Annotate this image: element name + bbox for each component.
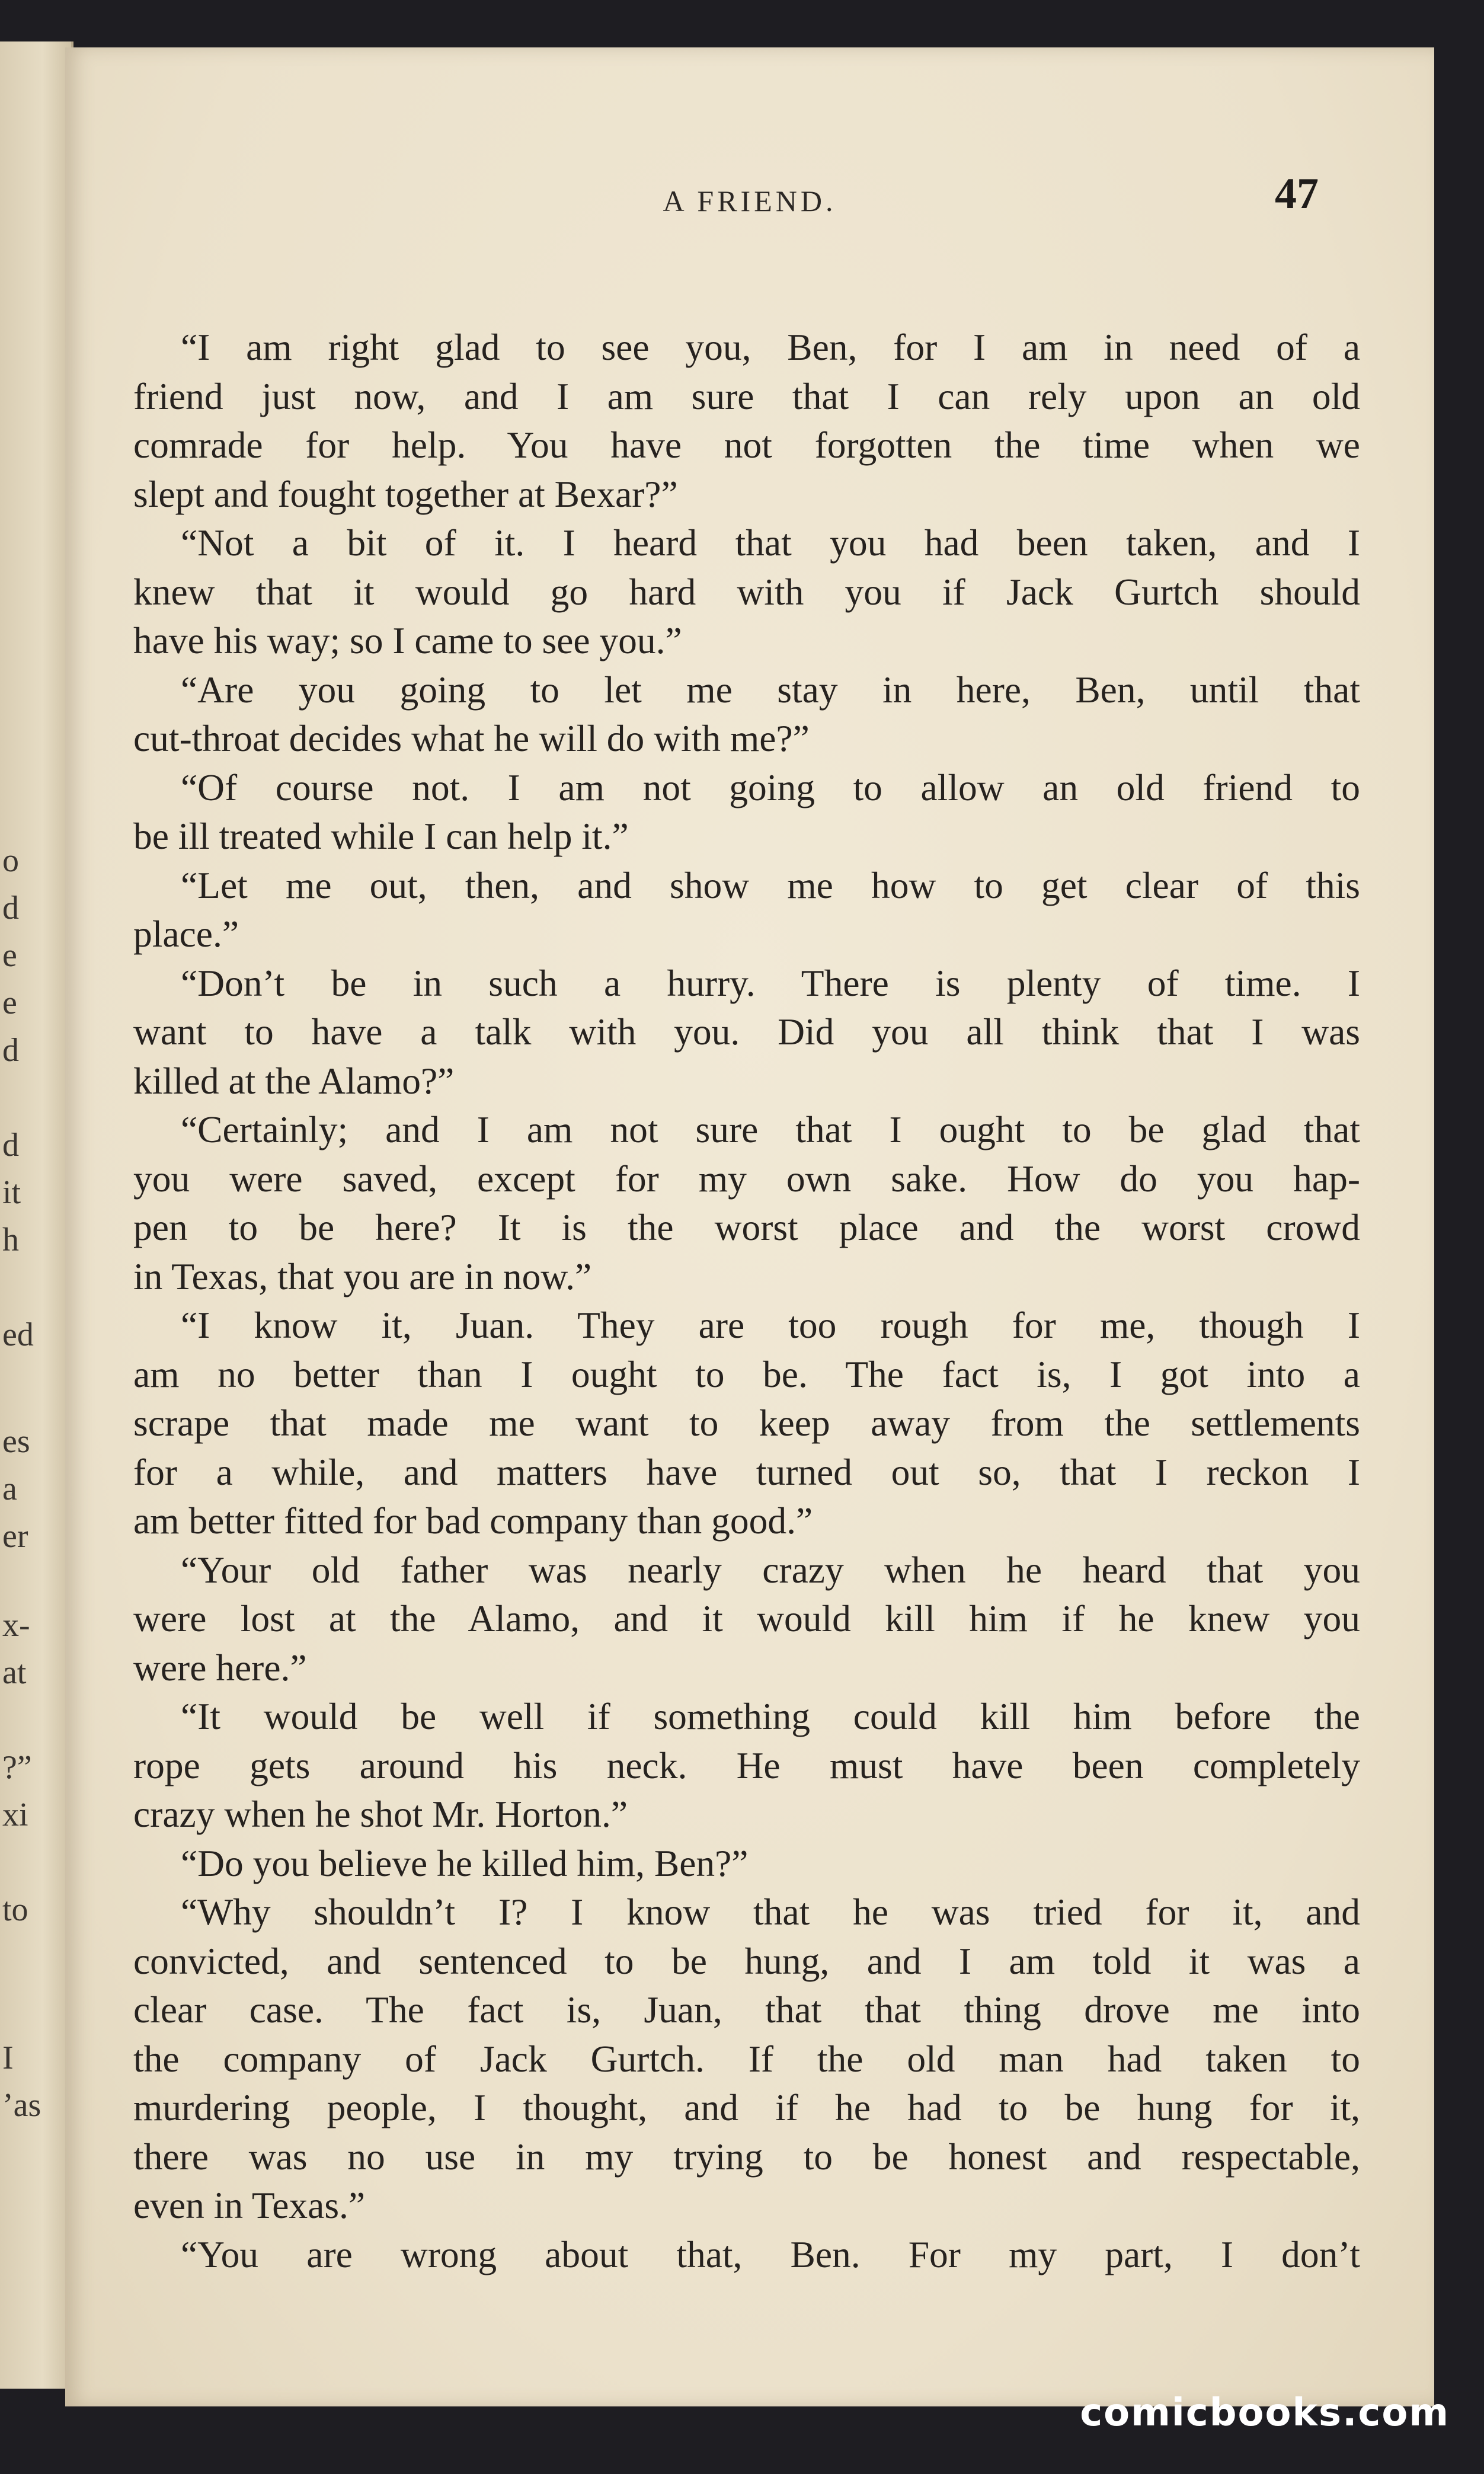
text-line: “Let me out, then, and show me how to get clear of this xyxy=(181,864,1360,906)
previous-page-fragment: h xyxy=(2,1222,19,1258)
text-line: slept and fought together at Bexar?” xyxy=(133,472,678,515)
text-line: “Do you believe he killed him, Ben?” xyxy=(181,1842,749,1884)
previous-page-fragment: to xyxy=(2,1891,28,1928)
text-line: friend just now, and I am sure that I can rely upon an old xyxy=(133,375,1360,417)
previous-page-fragment: a xyxy=(2,1471,17,1507)
text-line: there was no use in my trying to be honest and respectable, xyxy=(133,2135,1360,2178)
text-line: be ill treated while I can help it.” xyxy=(133,815,629,857)
previous-page-fragment: e xyxy=(2,985,17,1021)
text-line: “Don’t be in such a hurry. There is plenty of time. I xyxy=(181,961,1360,1004)
text-line: “I know it, Juan. They are too rough for me, though I xyxy=(181,1304,1360,1346)
text-line: killed at the Alamo?” xyxy=(133,1059,455,1102)
previous-page-fragment: it xyxy=(2,1174,21,1211)
text-line: “Why shouldn’t I? I know that he was tried for it, and xyxy=(181,1891,1360,1933)
text-line: in Texas, that you are in now.” xyxy=(133,1255,592,1297)
previous-page-fragment: x- xyxy=(2,1607,30,1644)
text-line: scrape that made me want to keep away from the settlements xyxy=(133,1402,1360,1444)
previous-page-fragment: xi xyxy=(2,1797,28,1833)
text-line: knew that it would go hard with you if Jack Gurtch should xyxy=(133,570,1360,613)
previous-page-fragment: ?” xyxy=(2,1749,32,1786)
text-line: “Are you going to let me stay in here, Ben, until that xyxy=(181,668,1360,711)
text-line: for a while, and matters have turned out so, that I reckon I xyxy=(133,1450,1360,1493)
text-line: place.” xyxy=(133,913,239,955)
text-line: even in Texas.” xyxy=(133,2184,366,2226)
text-line: murdering people, I thought, and if he had to be hung for it, xyxy=(133,2086,1360,2128)
text-line: “Your old father was nearly crazy when he heard that you xyxy=(181,1548,1360,1591)
text-line: the company of Jack Gurtch. If the old man had taken to xyxy=(133,2037,1360,2080)
text-line: have his way; so I came to see you.” xyxy=(133,619,682,661)
text-line: you were saved, except for my own sake. How do you hap- xyxy=(133,1157,1360,1200)
text-line: convicted, and sentenced to be hung, and I am told it was a xyxy=(133,1939,1360,1982)
text-line: am no better than I ought to be. The fact is, I got into a xyxy=(133,1353,1360,1395)
text-line: were here.” xyxy=(133,1646,307,1689)
previous-page-fragment: d xyxy=(2,1127,19,1164)
text-line: pen to be here? It is the worst place and the worst crowd xyxy=(133,1206,1360,1248)
text-line: “I am right glad to see you, Ben, for I am in need of a xyxy=(181,326,1360,368)
running-head: A FRIEND. xyxy=(663,184,837,218)
previous-page-fragment: at xyxy=(2,1654,27,1691)
previous-page-edge xyxy=(0,41,73,2389)
text-line: “Certainly; and I am not sure that I ought to be glad that xyxy=(181,1108,1360,1150)
watermark: comicbooks.com xyxy=(1080,2391,1450,2435)
page-number: 47 xyxy=(1275,170,1319,218)
text-line: crazy when he shot Mr. Horton.” xyxy=(133,1793,628,1835)
text-line: “Not a bit of it. I heard that you had been taken, and I xyxy=(181,522,1360,564)
text-line: “It would be well if something could kill him before the xyxy=(181,1695,1360,1737)
previous-page-fragment: I xyxy=(2,2040,14,2076)
body-text xyxy=(133,323,1360,2279)
text-line: want to have a talk with you. Did you all think that I was xyxy=(133,1011,1360,1053)
text-line: am better fitted for bad company than good.” xyxy=(133,1500,813,1542)
text-line: “Of course not. I am not going to allow an old friend to xyxy=(181,766,1360,808)
text-line: cut-throat decides what he will do with me?” xyxy=(133,717,810,759)
previous-page-fragment: e xyxy=(2,937,17,974)
text-line: were lost at the Alamo, and it would kill him if he knew you xyxy=(133,1597,1360,1639)
previous-page-fragment: d xyxy=(2,1032,19,1069)
previous-page-fragment: er xyxy=(2,1518,28,1555)
text-line: clear case. The fact is, Juan, that that thing drove me into xyxy=(133,1989,1360,2031)
previous-page-fragment: ’as xyxy=(2,2087,41,2124)
book-page xyxy=(65,47,1434,2406)
previous-page-fragment: o xyxy=(2,842,19,879)
previous-page-fragment: ed xyxy=(2,1316,34,1353)
text-line: “You are wrong about that, Ben. For my part, I don’t xyxy=(181,2233,1360,2275)
previous-page-fragment: d xyxy=(2,890,19,926)
previous-page-fragment: es xyxy=(2,1423,30,1460)
text-line: comrade for help. You have not forgotten the time when we xyxy=(133,424,1360,466)
text-line: rope gets around his neck. He must have been completely xyxy=(133,1744,1360,1786)
